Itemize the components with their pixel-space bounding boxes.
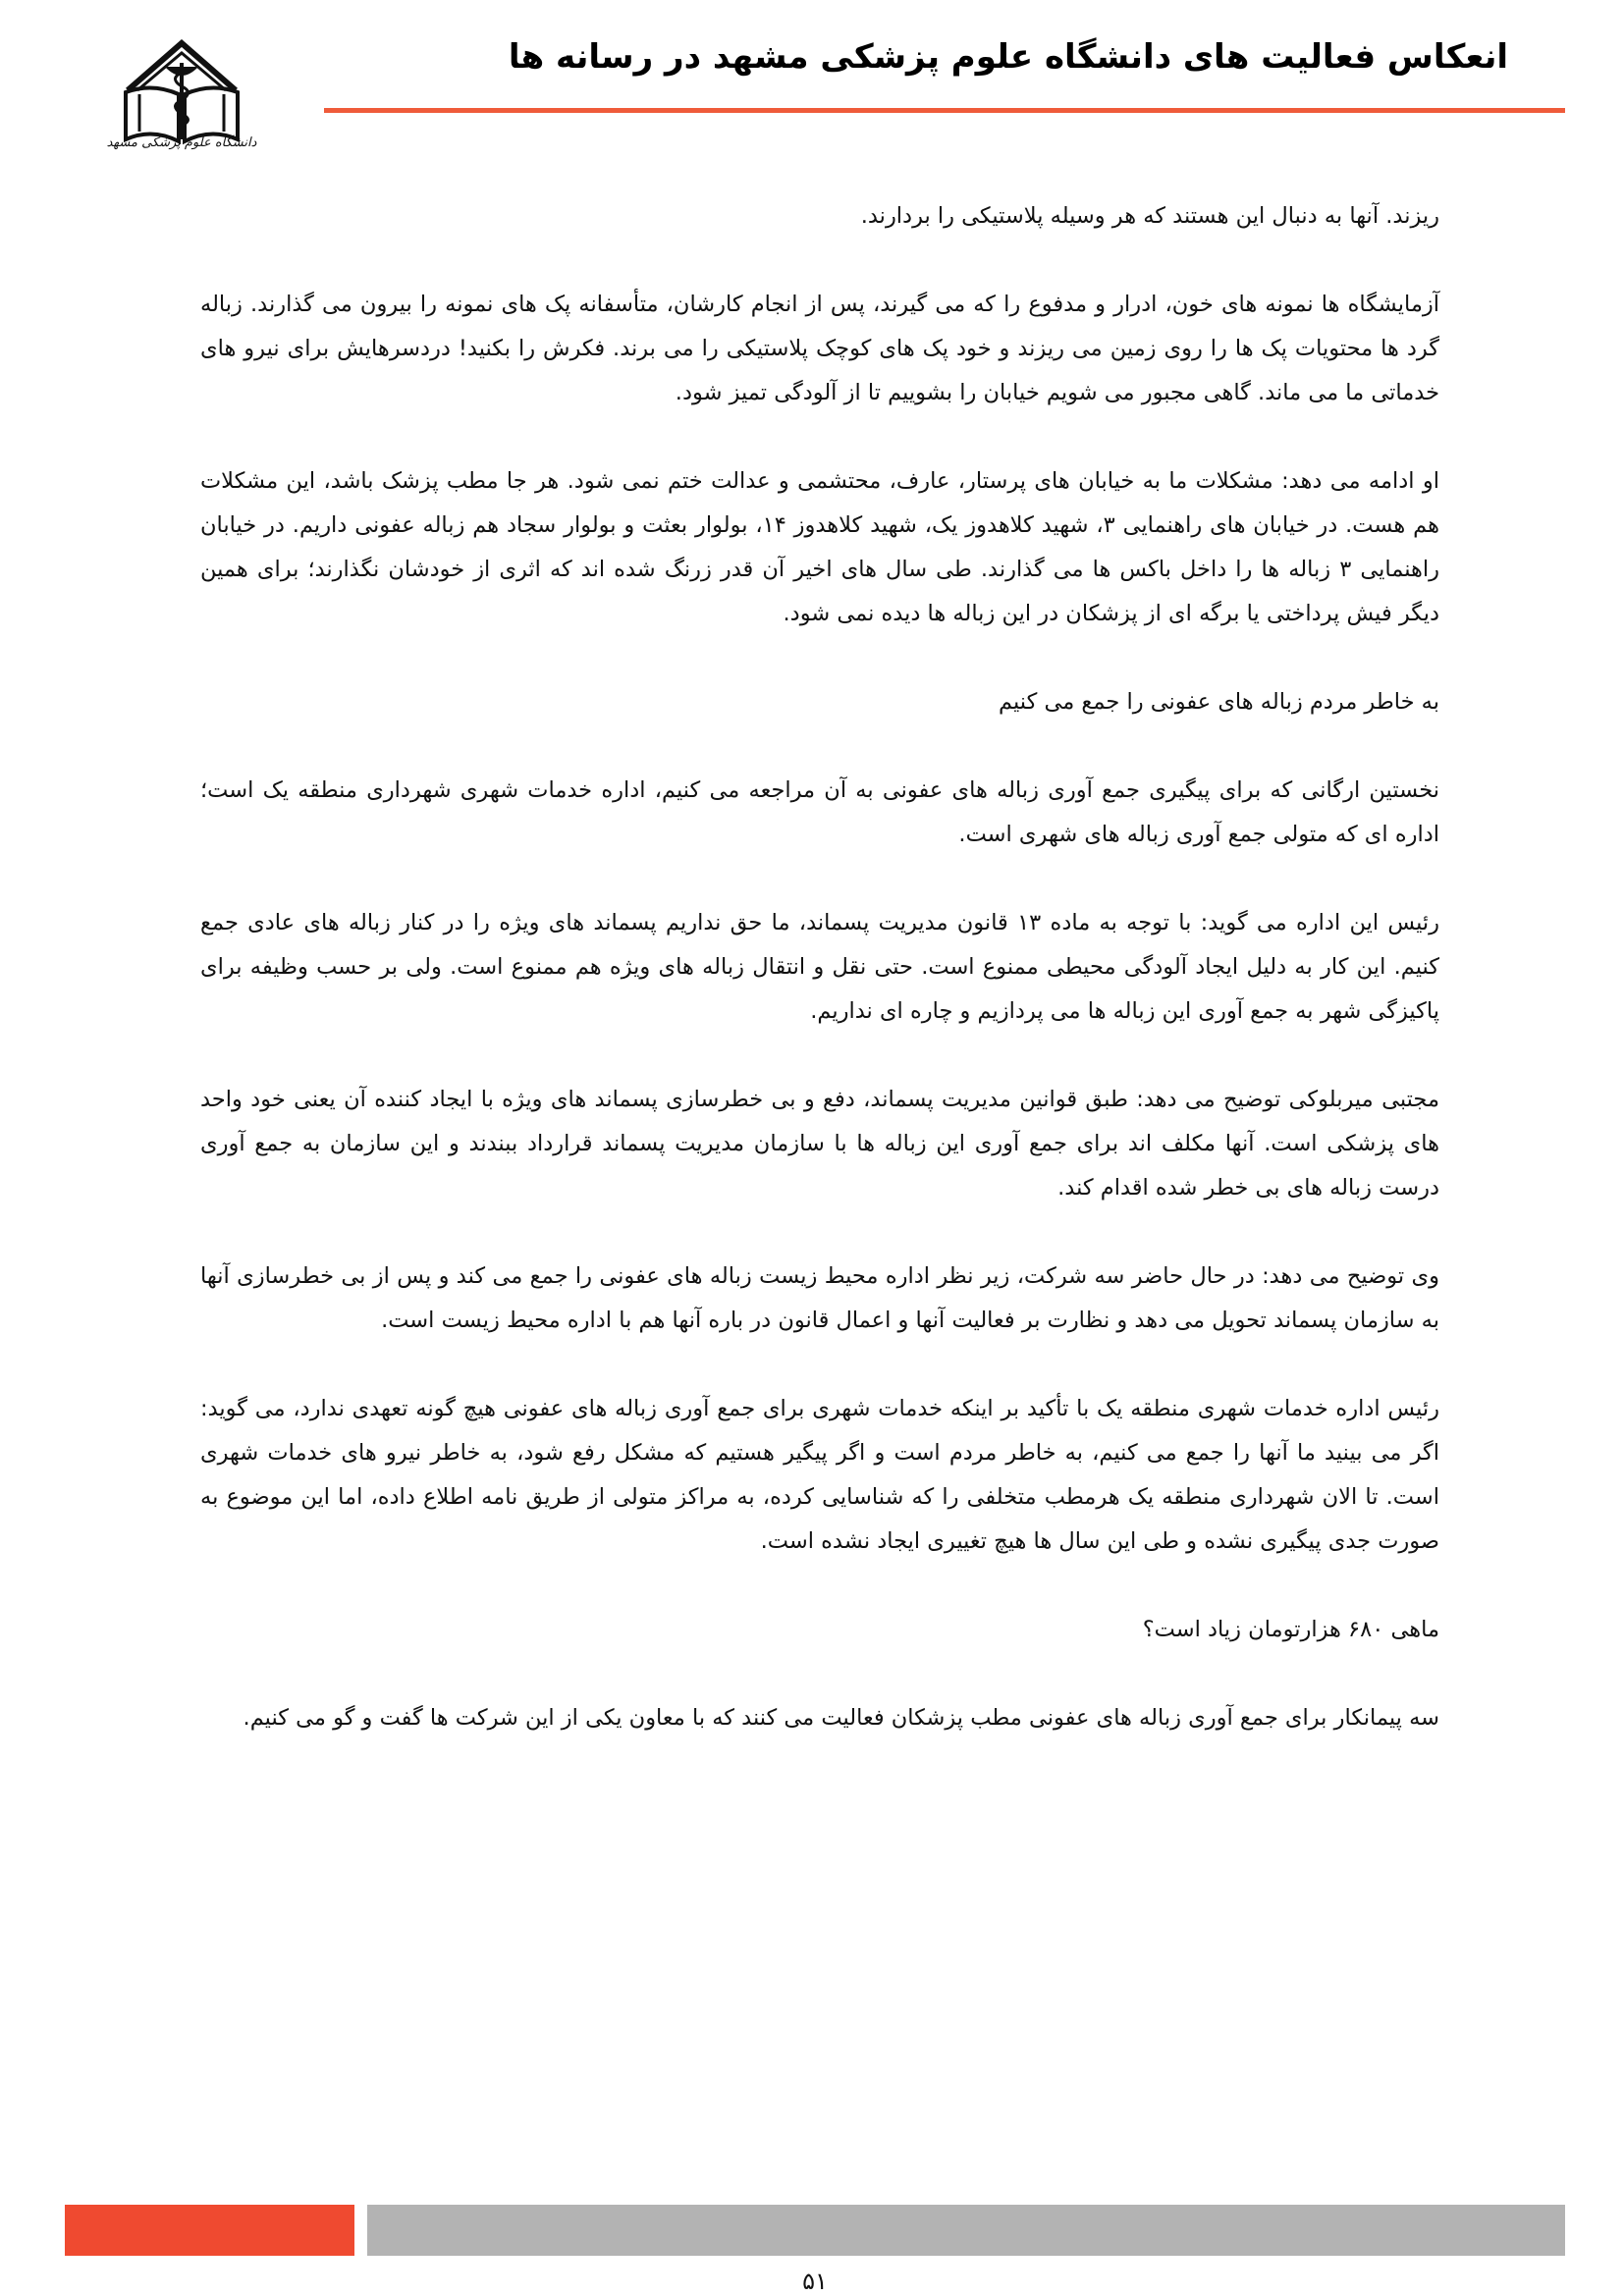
page-number: ۵۱ [802,2268,828,2295]
paragraph: نخستین ارگانی که برای پیگیری جمع آوری زباله های عفونی به آن مراجعه می کنیم، اداره خدمات شهری شهرداری منطقه یک است؛ اداره ای که متولی جمع آوری زباله های شهری است. [200,777,1439,847]
footer-gray-bar [367,2205,1565,2256]
section-heading: ماهی ۶۸۰ هزارتومان زیاد است؟ [1142,1617,1439,1642]
logo-caption: دانشگاه علوم پزشکی مشهد [106,135,257,150]
footer-red-bar [65,2205,354,2256]
paragraph: وی توضیح می دهد: در حال حاضر سه شرکت، زیر نظر اداره محیط زیست زباله های عفونی را جمع می کند و پس از بی خطرسازی آنها به سازمان پسماند تحویل می دهد و نظارت بر فعالیت آنها و اعمال قانون در باره آنها هم با اداره محیط زیست است. [200,1263,1439,1333]
paragraph: آزمایشگاه ها نمونه های خون، ادرار و مدفوع را که می گیرند، پس از انجام کارشان، متأسفانه پک های نمونه را بیرون می گذارند. زباله گرد ها محتویات پک ها را روی زمین می ریزند و خود پک های کوچک پلاستیکی را می برند. فکرش را بکنید! دردسرهایش برای نیرو های خدماتی ما می ماند. گاهی مجبور می شویم خیابان را بشوییم تا از آلودگی تمیز شود. [200,292,1439,405]
paragraph: مجتبی میربلوکی توضیح می دهد: طبق قوانین مدیریت پسماند، دفع و بی خطرسازی پسماند های ویژه با ایجاد کننده آن یعنی خود واحد های پزشکی است. آنها مکلف اند برای جمع آوری این زباله ها با سازمان مدیریت پسماند قرارداد ببندند و این سازمان به جمع آوری درست زباله های بی خطر شده اقدام کند. [200,1087,1439,1201]
paragraph: رئیس اداره خدمات شهری منطقه یک با تأکید بر اینکه خدمات شهری برای جمع آوری زباله های عفونی هیچ گونه تعهدی ندارد، می گوید: اگر می بینید ما آنها را جمع می کنیم، به خاطر مردم است و اگر پیگیر هستیم که مشکل رفع شود، به خاطر نیرو های خدمات شهری است. تا الان شهرداری منطقه یک هرمطب متخلفی را که شناسایی کرده، به مراکز متولی از طریق نامه اطلاع داده، اما این موضوع به صورت جدی پیگیری نشده و طی این سال ها هیچ تغییری ایجاد نشده است. [200,1396,1439,1554]
article-body [200,194,1439,1785]
paragraph: ریزند. آنها به دنبال این هستند که هر وسیله پلاستیکی را بردارند. [860,203,1439,229]
paragraph: او ادامه می دهد: مشکلات ما به خیابان های پرستار، عارف، محتشمی و عدالت ختم نمی شود. هر جا مطب پزشک باشد، این مشکلات هم هست. در خیابان های راهنمایی ۳، شهید کلاهدوز یک، شهید کلاهدوز ۱۴، بولوار بعثت و بولوار سجاد هم زباله عفونی داریم. در خیابان راهنمایی ۳ زباله ها را داخل باکس ها می گذارند. طی سال های اخیر آن قدر زرنگ شده اند که اثری از خودشان نگذارند؛ برای همین دیگر فیش پرداختی یا برگه ای از پزشکان در این زباله ها دیده نمی شود. [200,468,1439,626]
page-header-title: انعکاس فعالیت های دانشگاه علوم پزشکی مشهد در رسانه ها [508,37,1508,77]
header-rule [324,108,1565,113]
paragraph: سه پیمانکار برای جمع آوری زباله های عفونی مطب پزشکان فعالیت می کنند که با معاون یکی از این شرکت ها گفت و گو می کنیم. [243,1705,1439,1731]
section-heading: به خاطر مردم زباله های عفونی را جمع می کنیم [999,689,1439,715]
paragraph: رئیس این اداره می گوید: با توجه به ماده ۱۳ قانون مدیریت پسماند، ما حق نداریم پسماند های ویژه را در کنار زباله های عادی جمع کنیم. این کار به دلیل ایجاد آلودگی محیطی ممنوع است. حتی نقل و انتقال زباله های ویژه هم ممنوع است. ولی بر حسب وظیفه برای پاکیزگی شهر به جمع آوری این زباله ها می پردازیم و چاره ای نداریم. [200,910,1439,1024]
